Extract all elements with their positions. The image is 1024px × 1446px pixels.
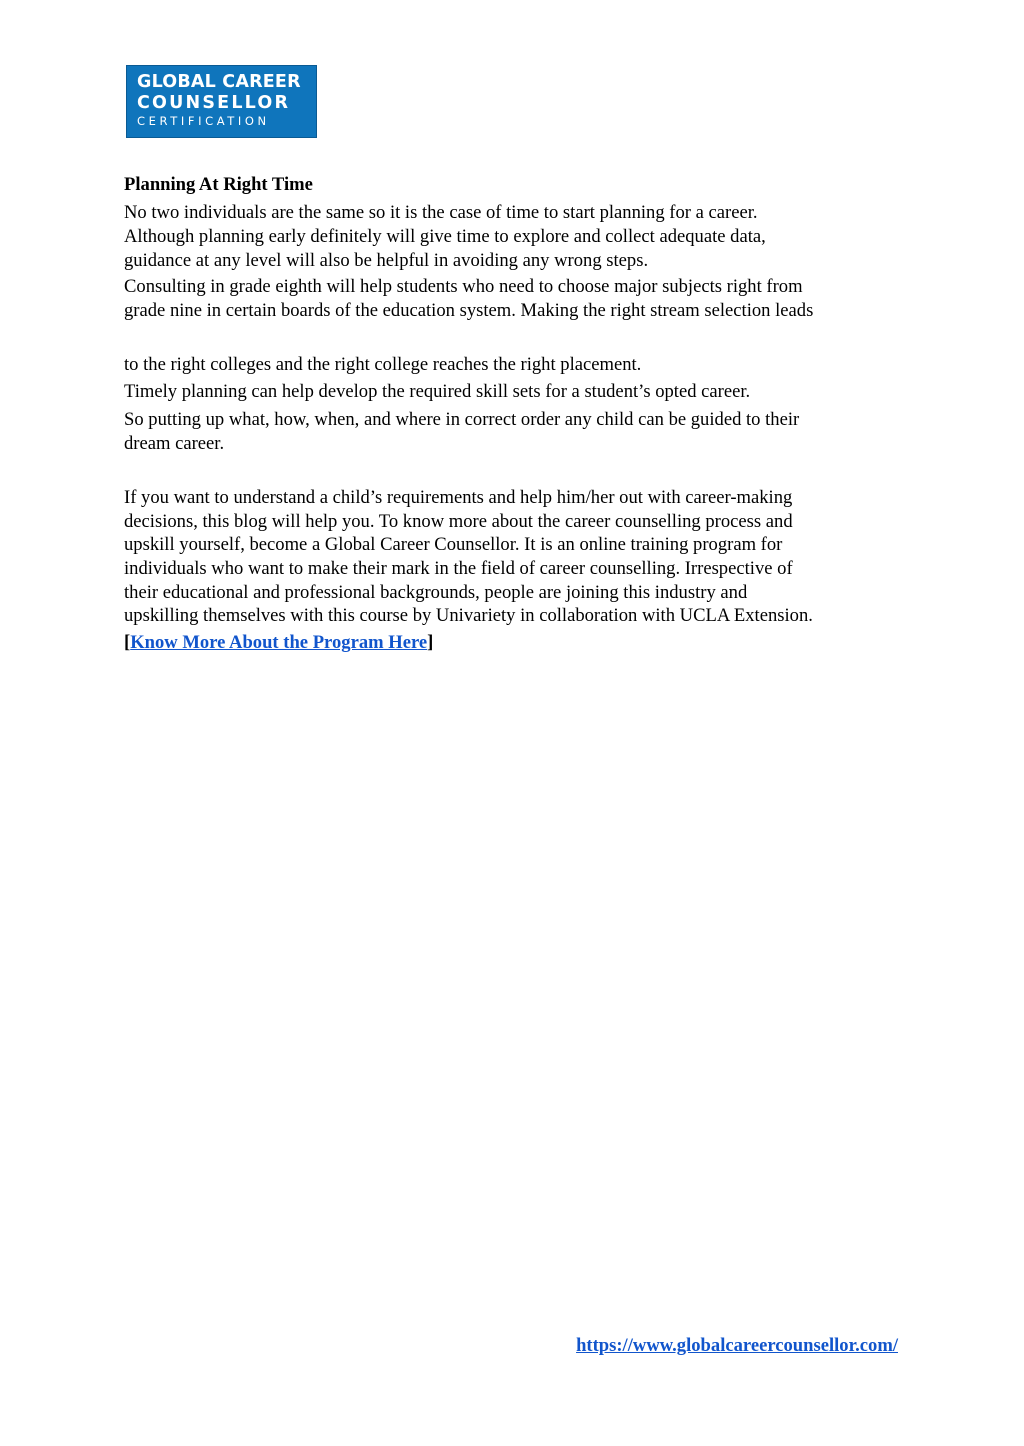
cta-close-bracket: ] (427, 632, 434, 653)
footer-website-link[interactable]: https://www.globalcareercounsellor.com/ (576, 1335, 898, 1356)
know-more-link[interactable]: Know More About the Program Here (130, 632, 428, 653)
paragraph-3-line-1: to the right colleges and the right college reaches the right placement. (124, 354, 642, 375)
paragraph-6-line-4: individuals who want to make their mark in the field of career counselling. Irrespective of (124, 558, 793, 579)
logo-text-line3: CERTIFICATION (137, 114, 270, 128)
logo (126, 65, 317, 138)
cta-open-bracket: [ (124, 632, 131, 653)
paragraph-6-line-5: their educational and professional backgrounds, people are joining this industry and (124, 582, 748, 603)
paragraph-5-line-2: dream career. (124, 433, 225, 454)
paragraph-6-line-6: upskilling themselves with this course by Univariety in collaboration with UCLA Extension. (124, 605, 813, 626)
section-heading: Planning At Right Time (124, 174, 313, 195)
paragraph-4-line-1: Timely planning can help develop the required skill sets for a student’s opted career. (124, 381, 751, 402)
paragraph-2-line-2: grade nine in certain boards of the education system. Making the right stream selection leads (124, 300, 814, 321)
paragraph-1-line-2: Although planning early definitely will give time to explore and collect adequate data, (124, 226, 766, 247)
logo-text-line1: GLOBAL CAREER (137, 72, 301, 92)
cta-line (124, 631, 924, 655)
paragraph-6-line-2: decisions, this blog will help you. To know more about the career counselling process and (124, 511, 793, 532)
paragraph-6-line-3: upskill yourself, become a Global Career Counsellor. It is an online training program for (124, 534, 783, 555)
paragraph-1-line-1: No two individuals are the same so it is the case of time to start planning for a career. (124, 202, 758, 223)
paragraph-5-line-1: So putting up what, how, when, and where in correct order any child can be guided to their (124, 409, 800, 430)
paragraph-6-line-1: If you want to understand a child’s requirements and help him/her out with career-making (124, 487, 793, 508)
paragraph-1-line-3: guidance at any level will also be helpful in avoiding any wrong steps. (124, 250, 649, 271)
logo-text-line2: COUNSELLOR (137, 93, 291, 113)
paragraph-2-line-1: Consulting in grade eighth will help students who need to choose major subjects right from (124, 276, 803, 297)
